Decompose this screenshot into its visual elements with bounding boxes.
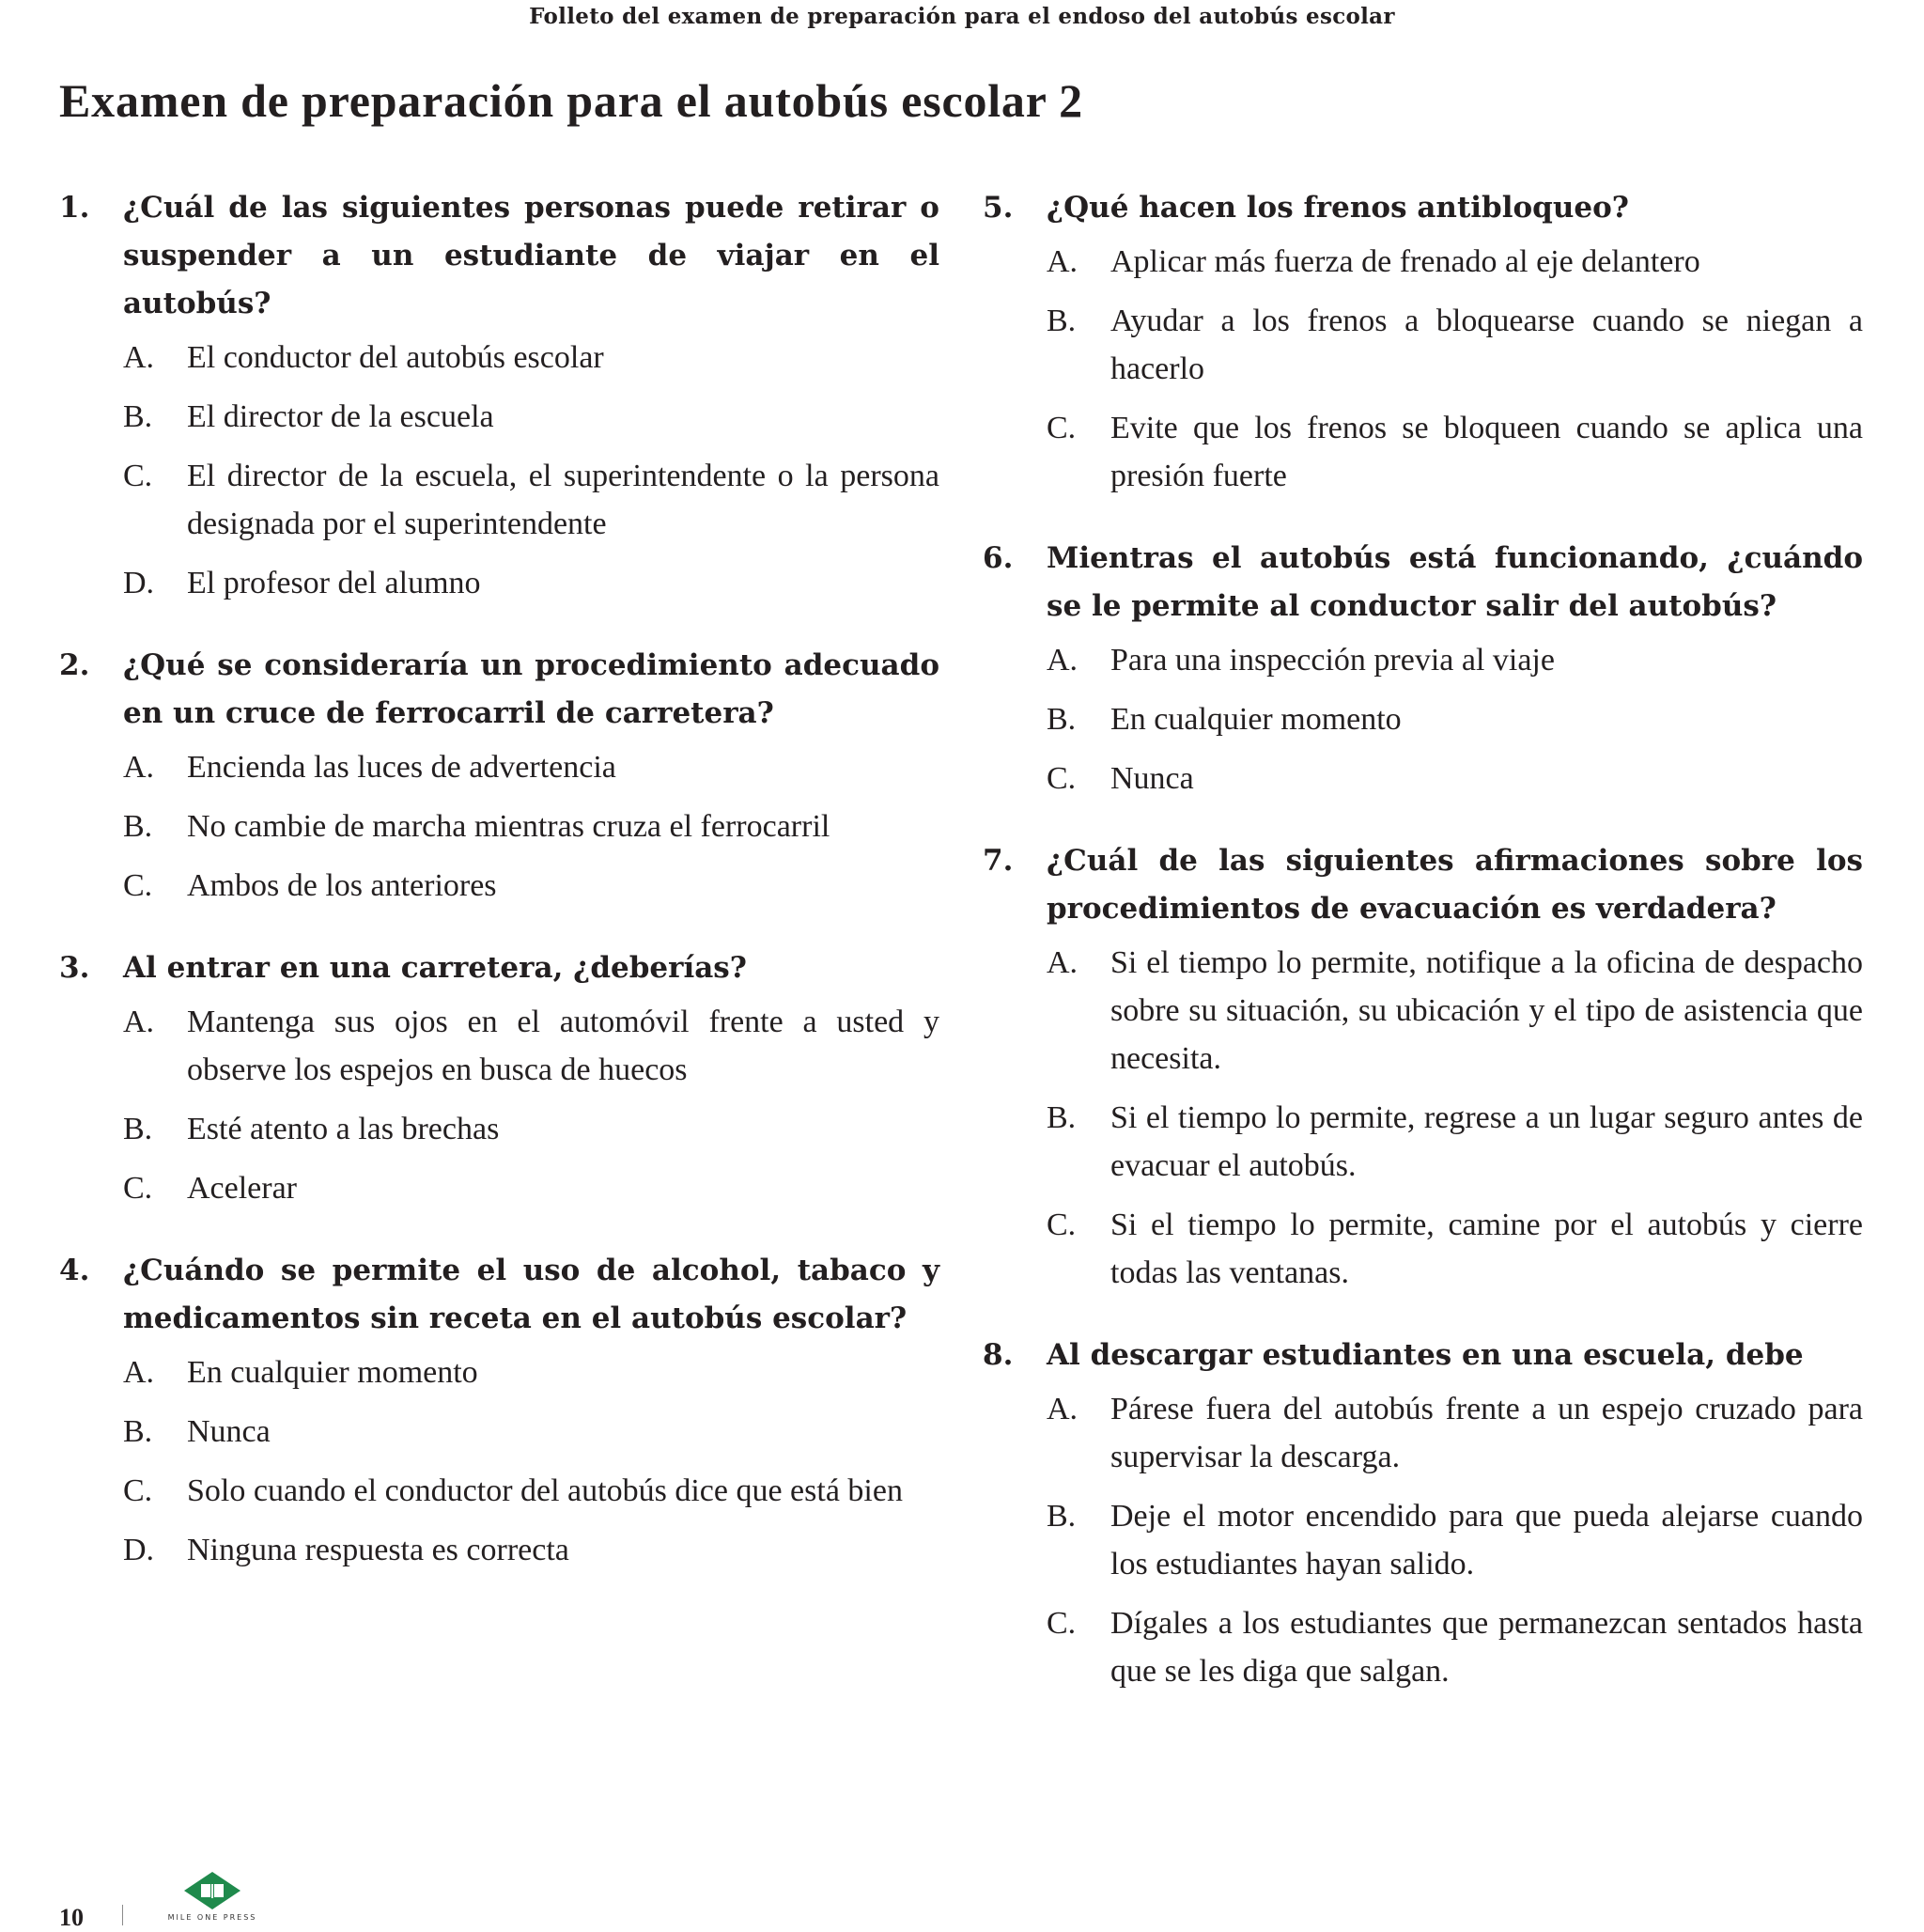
option-a <box>1047 636 1863 684</box>
option-a <box>123 334 939 382</box>
option-letter: B. <box>1047 702 1077 737</box>
option-letter: A. <box>1047 1392 1078 1426</box>
question-number: 4. <box>59 1254 90 1287</box>
option-text: Ninguna respuesta es correcta <box>187 1533 569 1567</box>
question-stem: ¿Cuál de las siguientes personas puede retirar o suspender a un estudiante de viajar en el autobús? <box>123 191 939 320</box>
question-number: 5. <box>983 191 1014 225</box>
option-text: Acelerar <box>187 1171 298 1206</box>
option-letter: A. <box>123 750 155 785</box>
question-stem: ¿Qué se consideraría un procedimiento adecuado en un cruce de ferrocarril de carretera? <box>123 648 939 730</box>
option-text: Esté atento a las brechas <box>187 1112 500 1146</box>
option-a <box>1047 1385 1863 1481</box>
option-c <box>123 1164 939 1212</box>
option-letter: A. <box>123 1005 155 1039</box>
option-letter: A. <box>1047 945 1078 980</box>
option-text: Si el tiempo lo permite, notifique a la oficina de despacho sobre su situación, su ubicación y el tipo de asistencia que necesita. <box>1110 945 1863 1076</box>
question-7 <box>983 837 1863 1297</box>
option-b <box>1047 1094 1863 1190</box>
page-number: 10 <box>59 1904 84 1931</box>
question-stem: Al entrar en una carretera, ¿deberías? <box>123 951 747 985</box>
option-text: Dígales a los estudiantes que permanezcan sentados hasta que se les diga que salgan. <box>1110 1606 1863 1689</box>
option-letter: B. <box>123 1112 153 1146</box>
option-letter: A. <box>123 340 155 375</box>
question-stem: ¿Cuál de las siguientes afirmaciones sobre los procedimientos de evacuación es verdadera? <box>1047 844 1863 926</box>
option-c <box>1047 1599 1863 1695</box>
option-letter: C. <box>123 1171 153 1206</box>
option-b <box>123 1408 939 1456</box>
running-head: Folleto del examen de preparación para el endoso del autobús escolar <box>529 4 1395 29</box>
option-c <box>1047 404 1863 500</box>
right-column <box>983 184 1863 1730</box>
option-letter: C. <box>1047 411 1077 445</box>
option-text: El director de la escuela, el superintendente o la persona designada por el superintendente <box>187 459 939 541</box>
option-letter: D. <box>123 566 155 600</box>
option-text: Para una inspección previa al viaje <box>1110 643 1555 678</box>
option-letter: B. <box>1047 1499 1077 1534</box>
option-c <box>123 862 939 910</box>
option-text: El profesor del alumno <box>187 566 481 600</box>
option-text: No cambie de marcha mientras cruza el ferrocarril <box>187 809 830 844</box>
option-text: Deje el motor encendido para que pueda alejarse cuando los estudiantes hayan salido. <box>1110 1499 1863 1581</box>
option-letter: B. <box>1047 1100 1077 1135</box>
option-a <box>123 998 939 1094</box>
option-c <box>1047 1201 1863 1297</box>
option-letter: D. <box>123 1533 155 1567</box>
question-4 <box>59 1247 939 1574</box>
question-number: 2. <box>59 648 90 682</box>
footer-divider <box>122 1905 123 1925</box>
question-stem: ¿Qué hacen los frenos antibloqueo? <box>1047 191 1629 225</box>
option-text: El director de la escuela <box>187 399 494 434</box>
option-c <box>123 1467 939 1515</box>
question-number: 8. <box>983 1338 1014 1372</box>
question-5 <box>983 184 1863 500</box>
option-letter: A. <box>1047 643 1078 678</box>
option-text: Si el tiempo lo permite, camine por el autobús y cierre todas las ventanas. <box>1110 1208 1863 1290</box>
option-text: En cualquier momento <box>1110 702 1402 737</box>
option-text: Si el tiempo lo permite, regrese a un lugar seguro antes de evacuar el autobús. <box>1110 1100 1863 1183</box>
question-number: 6. <box>983 541 1014 575</box>
option-text: Nunca <box>1110 761 1194 796</box>
option-text: Ayudar a los frenos a bloquearse cuando se niegan a hacerlo <box>1110 304 1863 386</box>
option-a <box>1047 238 1863 286</box>
option-a <box>123 743 939 791</box>
option-text: Nunca <box>187 1414 271 1449</box>
option-letter: C. <box>1047 761 1077 796</box>
option-d <box>123 1526 939 1574</box>
option-letter: C. <box>123 1473 153 1508</box>
option-text: Evite que los frenos se bloqueen cuando se aplica una presión fuerte <box>1110 411 1863 493</box>
option-b <box>123 802 939 850</box>
question-3 <box>59 944 939 1212</box>
option-a <box>1047 939 1863 1083</box>
question-number: 1. <box>59 191 90 225</box>
option-text: Ambos de los anteriores <box>187 868 497 903</box>
option-b <box>123 393 939 441</box>
option-letter: B. <box>1047 304 1077 338</box>
left-column <box>59 184 939 1609</box>
option-text: Encienda las luces de advertencia <box>187 750 616 785</box>
option-b <box>1047 297 1863 393</box>
option-c <box>123 452 939 548</box>
option-letter: B. <box>123 809 153 844</box>
option-letter: C. <box>123 868 153 903</box>
question-stem: Al descargar estudiantes en una escuela, debe <box>1047 1338 1804 1372</box>
option-letter: A. <box>123 1355 155 1390</box>
option-text: Solo cuando el conductor del autobús dice que está bien <box>187 1473 903 1508</box>
question-stem: ¿Cuándo se permite el uso de alcohol, tabaco y medicamentos sin receta en el autobús escolar? <box>123 1254 939 1335</box>
question-2 <box>59 642 939 910</box>
option-text: Aplicar más fuerza de frenado al eje delantero <box>1110 244 1700 279</box>
question-8 <box>983 1332 1863 1695</box>
option-letter: C. <box>1047 1208 1077 1242</box>
option-c <box>1047 755 1863 802</box>
option-b <box>1047 1492 1863 1588</box>
option-text: En cualquier momento <box>187 1355 478 1390</box>
option-letter: B. <box>123 1414 153 1449</box>
question-1 <box>59 184 939 607</box>
question-number: 3. <box>59 951 90 985</box>
option-text: El conductor del autobús escolar <box>187 340 604 375</box>
option-d <box>123 559 939 607</box>
option-b <box>123 1105 939 1153</box>
option-a <box>123 1348 939 1396</box>
option-letter: C. <box>1047 1606 1077 1641</box>
logo-text: MILE ONE PRESS <box>167 1913 257 1922</box>
option-text: Párese fuera del autobús frente a un espejo cruzado para supervisar la descarga. <box>1110 1392 1863 1474</box>
question-stem: Mientras el autobús está funcionando, ¿cuándo se le permite al conductor salir del autobús? <box>1047 541 1863 623</box>
option-letter: C. <box>123 459 153 493</box>
option-b <box>1047 695 1863 743</box>
question-6 <box>983 535 1863 802</box>
option-text: Mantenga sus ojos en el automóvil frente a usted y observe los espejos en busca de huecos <box>187 1005 939 1087</box>
option-letter: A. <box>1047 244 1078 279</box>
question-number: 7. <box>983 844 1014 878</box>
page-title: Examen de preparación para el autobús escolar 2 <box>59 74 1083 127</box>
option-letter: B. <box>123 399 153 434</box>
